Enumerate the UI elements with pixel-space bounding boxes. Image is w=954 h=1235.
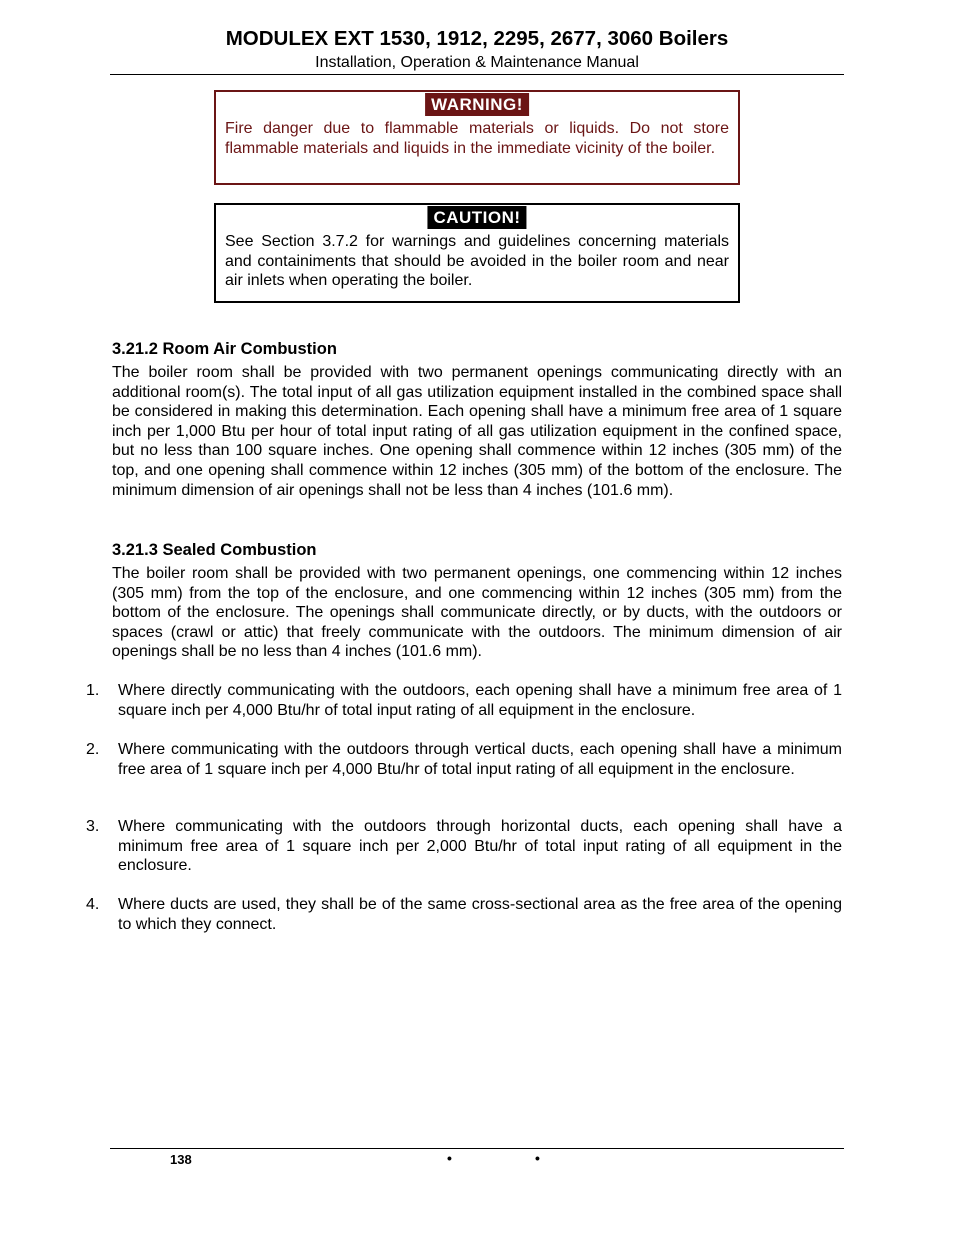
document-subtitle: Installation, Operation & Maintenance Manual <box>315 54 639 71</box>
page-number: 138 <box>170 1152 192 1167</box>
caution-label: CAUTION! <box>427 206 526 229</box>
caution-box <box>214 203 740 303</box>
list-number: 1. <box>86 682 100 699</box>
footer-rule <box>110 1148 844 1149</box>
section-body-sealed: The boiler room shall be provided with two permanent openings, one commencing within 12 inches (305 mm) from the top of the enclosure, and one commencing within 12 inches (305 mm) from the bottom of the enclosure. The openings shall communicate directly, or by ducts, with the outdoors or spaces (crawl or attic) that freely communicate with the outdoors. The minimum dimension of air openings shall be no less than 4 inches (101.6 mm). <box>112 565 842 661</box>
warning-label: WARNING! <box>425 93 529 116</box>
list-text: Where communicating with the outdoors through vertical ducts, each opening shall have a minimum free area of 1 square inch per 4,000 Btu/hr of total input rating of all equipment in the enclosure. <box>118 741 842 778</box>
footer-bullet: • <box>535 1150 540 1166</box>
warning-text: Fire danger due to flammable materials or liquids. Do not store flammable materials and liquids in the immediate vicinity of the boiler. <box>225 120 729 157</box>
footer-bullet: • <box>447 1150 452 1166</box>
list-text: Where communicating with the outdoors through horizontal ducts, each opening shall have a minimum free area of 1 square inch per 2,000 Btu/hr of total input rating of all equipment in the enclosure. <box>118 818 842 875</box>
list-number: 4. <box>86 896 100 913</box>
header-rule <box>110 74 844 75</box>
section-heading-sealed: 3.21.3 Sealed Combustion <box>112 541 317 559</box>
section-heading-room-air: 3.21.2 Room Air Combustion <box>112 340 337 358</box>
document-title: MODULEX EXT 1530, 1912, 2295, 2677, 3060 Boilers <box>225 27 729 50</box>
section-body-room-air: The boiler room shall be provided with two permanent openings communicating directly with an additional room(s). The total input of all gas utilization equipment installed in the combined space shall be considered in making this determination. Each opening shall have a minimum free area of 1 square inch per 1,000 Btu per hour of total input rating of all gas utilization equipment in the confined space, but no less than 100 square inches. One opening shall commence within 12 inches (305 mm) of the top, and one opening shall commence within 12 inches (305 mm) of the bottom of the enclosure. The minimum dimension of air openings shall not be less than 4 inches (101.6 mm). <box>112 364 842 499</box>
list-text: Where directly communicating with the outdoors, each opening shall have a minimum free area of 1 square inch per 4,000 Btu/hr of total input rating of all equipment in the enclosure. <box>118 682 842 719</box>
list-text: Where ducts are used, they shall be of the same cross-sectional area as the free area of the opening to which they connect. <box>118 896 842 933</box>
warning-box <box>214 90 740 185</box>
list-number: 2. <box>86 741 100 758</box>
caution-text: See Section 3.7.2 for warnings and guidelines concerning materials and containiments that should be avoided in the boiler room and near air inlets when operating the boiler. <box>225 233 729 290</box>
list-number: 3. <box>86 818 100 835</box>
